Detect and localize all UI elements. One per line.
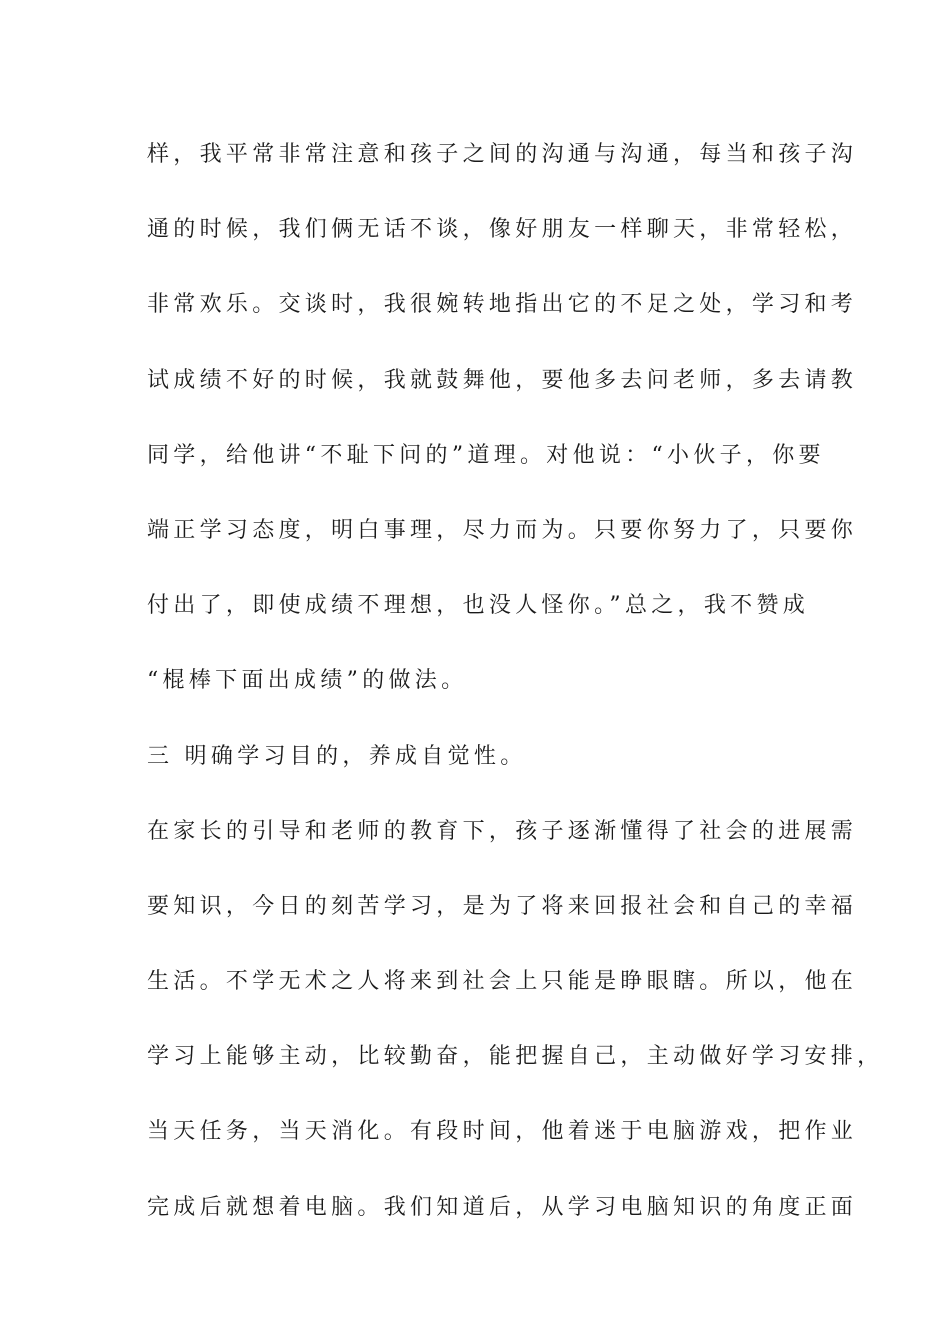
section-heading: 三 明确学习目的，养成自觉性。 [147,743,527,769]
document-body [147,136,884,1264]
text-line: 非常欢乐。交谈时，我很婉转地指出它的不足之处，学习和考 [147,292,858,318]
text-line: 要知识，今日的刻苦学习，是为了将来回报社会和自己的幸福 [147,893,858,919]
text-line: “棍棒下面出成绩”的做法。 [147,668,468,694]
text-line: 付出了，即使成绩不理想，也没人怪你。”总之，我不赞成 [147,593,810,619]
text-line: 样，我平常非常注意和孩子之间的沟通与沟通，每当和孩子沟 [147,142,858,167]
text-line: 端正学习态度，明白事理，尽力而为。只要你努力了，只要你 [147,517,858,543]
text-line: 学习上能够主动，比较勤奋，能把握自己，主动做好学习安排， [147,1044,884,1070]
text-line: 生活。不学无术之人将来到社会上只能是睁眼瞎。所以，他在 [147,969,858,995]
text-line: 当天任务，当天消化。有段时间，他着迷于电脑游戏，把作业 [147,1119,858,1145]
text-line: 在家长的引导和老师的教育下，孩子逐渐懂得了社会的进展需 [147,818,858,844]
text-line: 试成绩不好的时候，我就鼓舞他，要他多去问老师，多去请教 [147,367,858,393]
text-line: 同学，给他讲“不耻下问的”道理。对他说：“小伙子，你要 [147,442,825,468]
text-line: 通的时候，我们俩无话不谈，像好朋友一样聊天，非常轻松， [147,217,858,243]
text-line: 完成后就想着电脑。我们知道后，从学习电脑知识的角度正面 [147,1194,858,1220]
